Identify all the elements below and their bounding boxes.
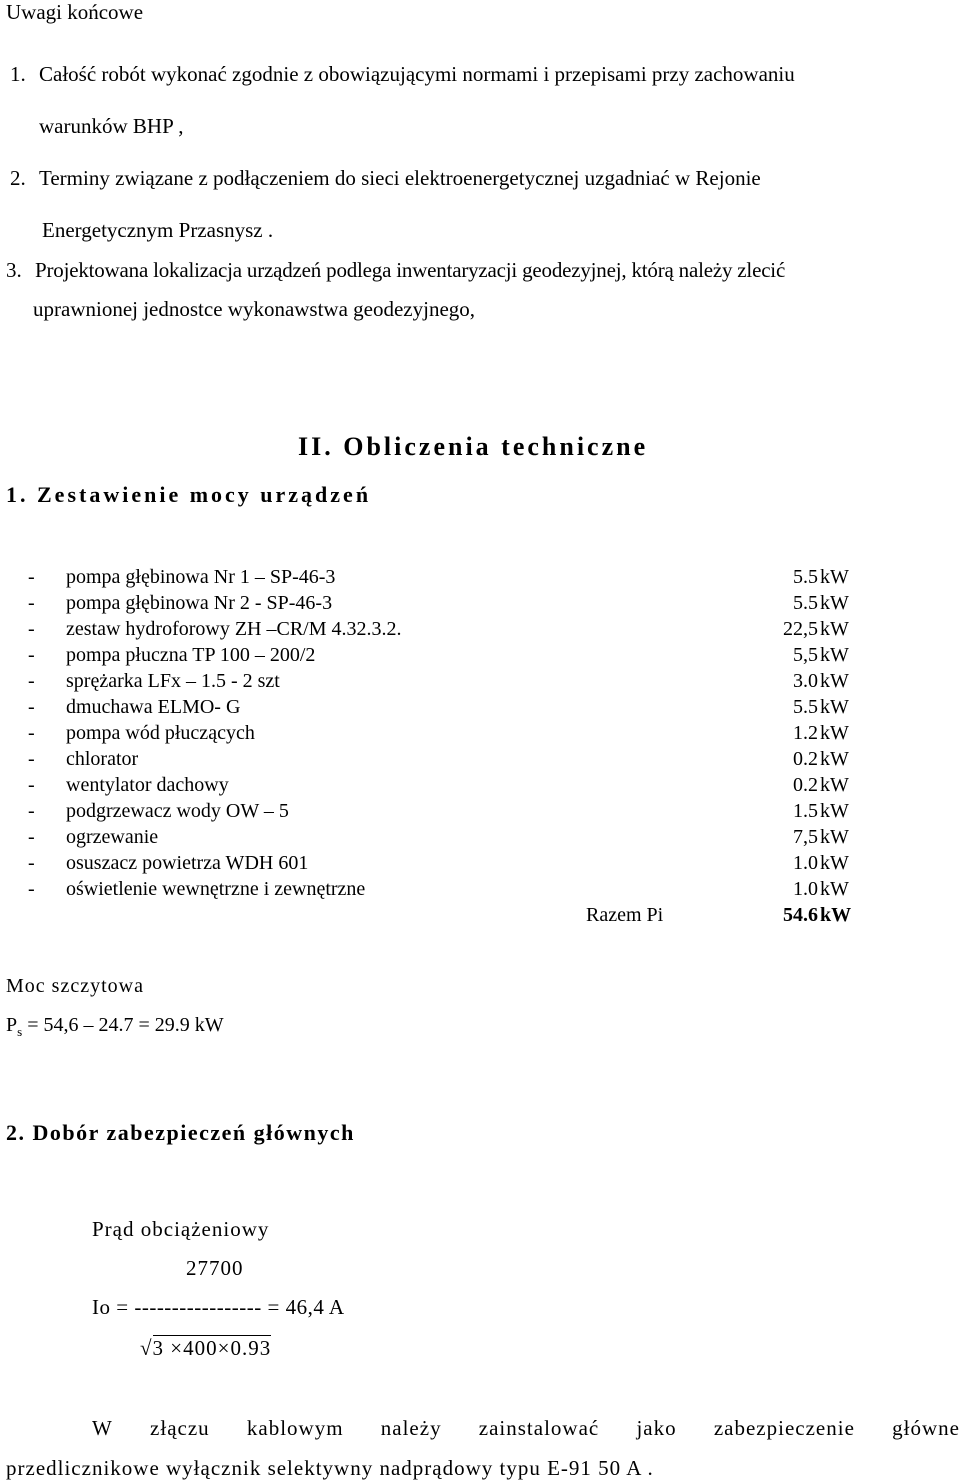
section-title-obliczenia: II. Obliczenia techniczne <box>298 432 649 461</box>
power-value: 22,5 <box>783 618 818 640</box>
word: zainstalować <box>478 1416 600 1440</box>
total-unit: kW <box>820 904 852 926</box>
power-value: 1.2 <box>793 722 818 744</box>
list-bullet: - <box>28 566 35 588</box>
power-value: 0.2 <box>793 748 818 770</box>
list-item <box>0 774 960 800</box>
list-item <box>0 670 960 696</box>
equipment-name: podgrzewacz wody OW – 5 <box>66 800 289 822</box>
power-unit: kW <box>820 878 849 900</box>
equipment-name: osuszacz powietrza WDH 601 <box>66 852 309 874</box>
list-bullet: - <box>28 618 35 640</box>
equipment-name: zestaw hydroforowy ZH –CR/M 4.32.3.2. <box>66 618 402 640</box>
moc-subscript: s <box>17 1024 23 1039</box>
list-bullet: - <box>28 800 35 822</box>
list-bullet: - <box>28 748 35 770</box>
equipment-name: oświetlenie wewnętrzne i zewnętrzne <box>66 878 366 900</box>
formula-denominator <box>140 1336 271 1361</box>
word: należy <box>380 1416 442 1440</box>
list-bullet: - <box>28 592 35 614</box>
list-bullet: - <box>28 644 35 666</box>
power-unit: kW <box>820 670 849 692</box>
list-item-number: 2. <box>10 166 26 190</box>
equipment-name: pompa głębinowa Nr 2 - SP-46-3 <box>66 592 333 614</box>
subsection-title-dobor: 2. Dobór zabezpieczeń głównych <box>6 1120 355 1145</box>
power-value: 5,5 <box>793 644 818 666</box>
power-unit: kW <box>820 800 849 822</box>
power-value: 5.5 <box>793 592 818 614</box>
list-item <box>0 800 960 826</box>
list-item <box>0 748 960 774</box>
power-unit: kW <box>820 696 849 718</box>
equipment-name: wentylator dachowy <box>66 774 229 796</box>
word: zabezpieczenie <box>713 1416 855 1440</box>
word: główne <box>892 1416 960 1440</box>
final-paragraph-line-1 <box>92 1416 960 1441</box>
power-unit: kW <box>820 566 849 588</box>
total-row <box>0 904 960 930</box>
power-unit: kW <box>820 722 849 744</box>
equipment-name: pompa wód płuczących <box>66 722 255 744</box>
equipment-name: chlorator <box>66 748 139 770</box>
formula-numerator: 27700 <box>186 1256 244 1280</box>
equipment-name: pompa głębinowa Nr 1 – SP-46-3 <box>66 566 336 588</box>
list-bullet: - <box>28 878 35 900</box>
list-bullet: - <box>28 722 35 744</box>
total-label: Razem Pi <box>586 904 664 926</box>
list-bullet: - <box>28 826 35 848</box>
equipment-name: ogrzewanie <box>66 826 159 848</box>
list-item <box>0 722 960 748</box>
list-bullet: - <box>28 670 35 692</box>
power-unit: kW <box>820 852 849 874</box>
power-value: 0.2 <box>793 774 818 796</box>
moc-formula <box>6 1014 224 1040</box>
power-value: 1.5 <box>793 800 818 822</box>
list-item <box>0 852 960 878</box>
list-item-text: warunków BHP , <box>39 114 184 138</box>
list-item <box>0 878 960 904</box>
list-item <box>0 592 960 618</box>
list-item <box>0 826 960 852</box>
power-value: 5.5 <box>793 696 818 718</box>
list-item <box>0 644 960 670</box>
power-unit: kW <box>820 644 849 666</box>
word: złączu <box>150 1416 210 1440</box>
denominator-text: 3 ×400×0.93 <box>152 1336 272 1360</box>
list-item-text: Energetycznym Przasnysz . <box>42 218 274 242</box>
list-item-text: uprawnionej jednostce wykonawstwa geodezyjnego, <box>33 297 476 321</box>
total-value: 54.6 <box>783 904 818 926</box>
section-heading-uwagi: Uwagi końcowe <box>6 0 144 24</box>
final-paragraph-line-2: przedlicznikowe wyłącznik selektywny nadprądowy typu E-91 50 A . <box>6 1456 654 1480</box>
list-item-text: Projektowana lokalizacja urządzeń podlega inwentaryzacji geodezyjnej, którą należy zlecić <box>35 258 786 282</box>
list-item-number: 1. <box>10 62 26 86</box>
list-item <box>0 618 960 644</box>
power-unit: kW <box>820 774 849 796</box>
moc-label: Moc szczytowa <box>6 975 144 997</box>
power-value: 5.5 <box>793 566 818 588</box>
power-value: 1.0 <box>793 878 818 900</box>
word: kablowym <box>246 1416 344 1440</box>
list-bullet: - <box>28 852 35 874</box>
list-item-text: Terminy związane z podłączeniem do sieci elektroenergetycznej uzgadniać w Rejonie <box>39 166 761 190</box>
equipment-name: dmuchawa ELMO- G <box>66 696 241 718</box>
power-unit: kW <box>820 748 849 770</box>
list-bullet: - <box>28 696 35 718</box>
word: jako <box>636 1416 677 1440</box>
power-unit: kW <box>820 826 849 848</box>
formula-equation: Io = ----------------- = 46,4 A <box>92 1295 345 1319</box>
power-value: 3.0 <box>793 670 818 692</box>
prad-label: Prąd obciążeniowy <box>92 1217 270 1241</box>
power-unit: kW <box>820 592 849 614</box>
word: W <box>92 1416 113 1440</box>
list-item <box>0 696 960 722</box>
list-item <box>0 566 960 592</box>
equipment-name: pompa płuczna TP 100 – 200/2 <box>66 644 316 666</box>
subsection-title-zestawienie: 1. Zestawienie mocy urządzeń <box>6 482 372 507</box>
power-value: 1.0 <box>793 852 818 874</box>
equipment-name: sprężarka LFx – 1.5 - 2 szt <box>66 670 280 692</box>
power-unit: kW <box>820 618 849 640</box>
list-bullet: - <box>28 774 35 796</box>
moc-equation: = 54,6 – 24.7 = 29.9 kW <box>22 1014 224 1036</box>
power-value: 7,5 <box>793 826 818 848</box>
list-item-text: Całość robót wykonać zgodnie z obowiązującymi normami i przepisami przy zachowaniu <box>39 62 795 86</box>
sqrt-icon: √ <box>140 1336 153 1360</box>
list-item-number: 3. <box>6 258 22 282</box>
moc-symbol: P <box>6 1014 18 1036</box>
